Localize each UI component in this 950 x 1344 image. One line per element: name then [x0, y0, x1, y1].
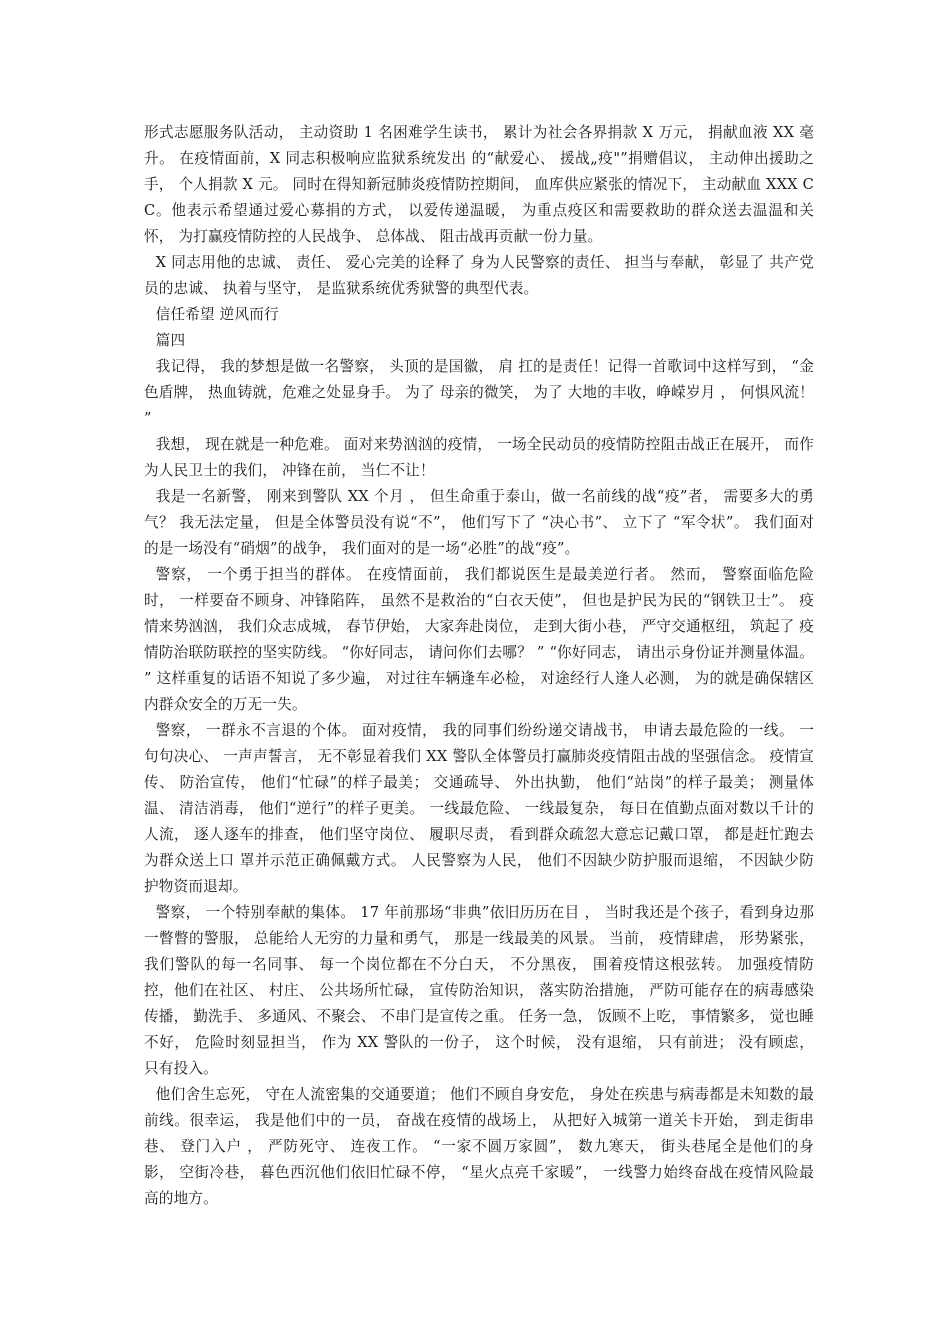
paragraph-summary: X 同志用他的忠诚、 责任、 爱心完美的诠释了 身为人民警察的责任、 担当与奉献， 彰显了 共产党员的忠诚、 执着与坚守， 是监狱系统优秀狱警的典型代表。: [144, 254, 814, 297]
paragraph-never-retreat: 警察， 一群永不言退的个体。 面对疫情， 我的同事们纷纷递交请战书， 申请去最危险的一线。 一句句决心、 一声声誓言， 无不彰显着我们 XX 警队全体警员打赢肺炎疫情阻击战的坚强信念。 疫情宣传、 防治宣传， 他们“忙碌”的样子最美； 交通疏导、 外出执勤， 他们“站岗”的样子最美； 测量体温、 清洁消毒， 他们“逆行”的样子更美。 一线最危险、 一线最复杂， 每日在值勤点面对数以千计的人流， 逐人逐车的排查， 他们坚守岗位、 履职尽责， 看到群众疏忽大意忘记戴口罩， 都是赶忙跑去为群众送上口 罩并示范正确佩戴方式。 人民警察为人民， 他们不因缺少防护服而退缩， 不因缺少防护物资而退却。: [144, 722, 814, 895]
paragraph-donation-continued: 形式志愿服务队活动， 主动资助 1 名困难学生读书， 累计为社会各界捐款 X 万元， 捐献血液 XX 毫升。 在疫情面前，X 同志积极响应监狱系统发出 的“献爱心、 援战„疫"”捐赠倡议， 主动伸出援助之手， 个人捐款 X 元。 同时在得知新冠肺炎疫情防控期间， 血库供应紧张的情况下， 主动献血 XXX CC。他表示希望通过爱心募捐的方式， 以爱传递温暖， 为重点疫区和需要救助的群众送去温温和关怀， 为打赢疫情防控的人民战争、 总体战、 阻击战再贡献一份力量。: [144, 124, 814, 245]
section-title: 信任希望 逆风而行: [155, 306, 279, 323]
paragraph-new-officer: 我是一名新警， 刚来到警队 XX 个月 ， 但生命重于泰山，做一名前线的战“疫”者， 需要多大的勇气？ 我无法定量， 但是全体警员没有说“不”， 他们写下了 “决心书”、 立下了 “军令状”。 我们面对的是一场没有“硝烟”的战争， 我们面对的是一场“必胜”的战“疫”。: [144, 488, 814, 557]
document-page: [144, 120, 814, 1212]
paragraph-crisis: 我想， 现在就是一种危难。 面对来势汹汹的疫情， 一场全民动员的疫情防控阻击战正在展开， 而作为人民卫士的我们， 冲锋在前， 当仁不让！: [144, 436, 814, 479]
chapter-heading: 篇四: [155, 332, 186, 349]
paragraph-dream: 我记得， 我的梦想是做一名警察， 头顶的是国徽， 肩 扛的是责任！记得一首歌词中这样写到， “金色盾牌， 热血铸就，危难之处显身手。 为了 母亲的微笑， 为了 大地的丰收，峥嵘岁月 ， 何惧风流！ ”: [144, 358, 815, 427]
paragraph-frontline: 他们舍生忘死， 守在人流密集的交通要道； 他们不顾自身安危， 身处在疾患与病毒都是未知数的最前线。很幸运， 我是他们中的一员， 奋战在疫情的战场上， 从把好入城第一道关卡开始， 到走街串巷、 登门入户 ， 严防死守、 连夜工作。 “一家不圆万家圆”， 数九寒天， 街头巷尾全是他们的身影， 空街冷巷， 暮色西沉他们依旧忙碌不停， “星火点亮千家暖”， 一线警力始终奋战在疫情风险最高的地方。: [144, 1086, 814, 1207]
paragraph-responsibility: 警察， 一个勇于担当的群体。 在疫情面前， 我们都说医生是最美逆行者。 然而， 警察面临危险时， 一样要奋不顾身、冲锋陷阵， 虽然不是救治的“白衣天使”， 但也是护民为民的“钢铁卫士”。 疫情来势汹汹， 我们众志成城， 春节伊始， 大家奔赴岗位， 走到大街小巷， 严守交通枢纽， 筑起了 疫情防治联防联控的坚实防线。 “你好同志， 请问你们去哪？ ” “你好同志， 请出示身份证并测量体温。 ” 这样重复的话语不知说了多少遍， 对过往车辆逢车必检， 对途经行人逢人必测， 为的就是确保辖区内群众安全的万无一失。: [144, 566, 815, 713]
paragraph-dedication: 警察， 一个特别奉献的集体。 17 年前那场“非典”依旧历历在目 ， 当时我还是个孩子，看到身边那一瞥瞥的警服， 总能给人无穷的力量和勇气， 那是一线最美的风景。 当前， 疫情肆虐， 形势紧张， 我们警队的每一名同事、 每一个岗位都在不分白天， 不分黑夜， 围着疫情这根弦转。 加强疫情防控，他们在社区、 村庄、 公共场所忙碌， 宣传防治知识， 落实防治措施， 严防可能存在的病毒感染传播， 勤洗手、 多通风、不聚会、 不串门是宣传之重。 任务一急， 饭顾不上吃， 事情繁多， 觉也睡不好， 危险时刻显担当， 作为 XX 警队的一份子， 这个时候， 没有退缩， 只有前进； 没有顾虑， 只有投入。: [144, 904, 815, 1077]
